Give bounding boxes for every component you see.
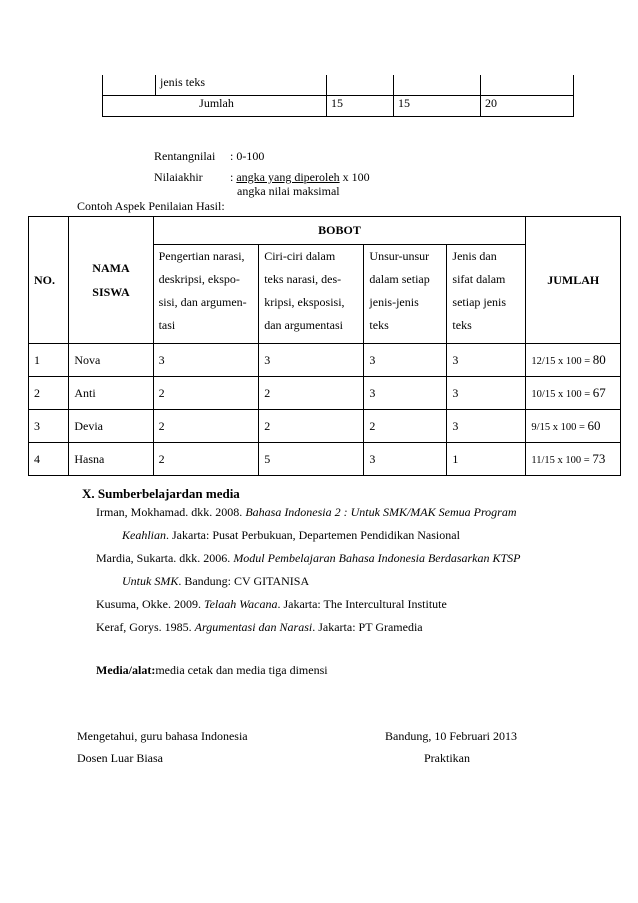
top-table: [102, 75, 574, 117]
nilaiakhir-denominator: angka nilai maksimal: [237, 184, 340, 198]
table-row: 2 Anti 2 2 3 3 10/15 x 100 = 67: [29, 377, 621, 410]
nilaiakhir-label: Nilaiakhir: [154, 170, 203, 184]
table-cell: jenis teks: [156, 75, 327, 96]
table-row: [103, 75, 574, 96]
table-cell: Jumlah: [103, 96, 327, 117]
jumlah-cell: 11/15 x 100 = 73: [526, 443, 621, 476]
header-bobot: BOBOT: [153, 217, 526, 245]
nilaiakhir-numerator: angka yang diperoleh: [236, 170, 340, 184]
table-row: 1 Nova 3 3 3 3 12/15 x 100 = 80: [29, 344, 621, 377]
signature-left-line2: Dosen Luar Biasa: [77, 751, 163, 765]
header-aspect-1: Pengertian narasi, deskripsi, ekspo- sisi, dan argumen- tasi: [153, 245, 259, 344]
rentang-value: : 0-100: [230, 149, 265, 163]
signature-left-line1: Mengetahui, guru bahasa Indonesia: [77, 729, 248, 743]
reference-item-cont: Untuk SMK. Bandung: CV GITANISA: [122, 574, 310, 588]
nilaiakhir-formula: : angka yang diperoleh x 100: [230, 170, 370, 184]
header-nama: NAMA SISWA: [69, 217, 153, 344]
header-jumlah: JUMLAH: [526, 217, 621, 344]
contoh-label: Contoh Aspek Penilaian Hasil:: [77, 199, 225, 213]
table-cell: 20: [481, 96, 574, 117]
header-no: NO.: [29, 217, 69, 344]
table-header-row: [29, 217, 621, 245]
table-cell: 15: [394, 96, 481, 117]
jumlah-cell: 9/15 x 100 = 60: [526, 410, 621, 443]
signature-right-line1: Bandung, 10 Februari 2013: [385, 729, 517, 743]
media-line: Media/alat:media cetak dan media tiga dimensi: [96, 663, 328, 677]
reference-item: Mardia, Sukarta. dkk. 2006. Modul Pembelajaran Bahasa Indonesia Berdasarkan KTSP: [96, 551, 521, 565]
rentang-label: Rentangnilai: [154, 149, 216, 163]
table-cell: 15: [327, 96, 394, 117]
reference-item: Kusuma, Okke. 2009. Telaah Wacana. Jakarta: The Intercultural Institute: [96, 597, 447, 611]
jumlah-cell: 10/15 x 100 = 67: [526, 377, 621, 410]
header-aspect-3: Unsur-unsur dalam setiap jenis-jenis teks: [364, 245, 447, 344]
section-title: X. Sumberbelajardan media: [82, 486, 240, 501]
jumlah-cell: 12/15 x 100 = 80: [526, 344, 621, 377]
reference-item: Irman, Mokhamad. dkk. 2008. Bahasa Indonesia 2 : Untuk SMK/MAK Semua Program: [96, 505, 517, 519]
table-row: 4 Hasna 2 5 3 1 11/15 x 100 = 73: [29, 443, 621, 476]
header-aspect-2: Ciri-ciri dalam teks narasi, des- kripsi, eksposisi, dan argumentasi: [259, 245, 364, 344]
signature-right-line2: Praktikan: [424, 751, 470, 765]
table-row: 3 Devia 2 2 2 3 9/15 x 100 = 60: [29, 410, 621, 443]
header-aspect-4: Jenis dan sifat dalam setiap jenis teks: [447, 245, 526, 344]
score-table: [28, 216, 621, 476]
reference-item: Keraf, Gorys. 1985. Argumentasi dan Narasi. Jakarta: PT Gramedia: [96, 620, 423, 634]
table-row: [103, 96, 574, 117]
reference-item-cont: Keahlian. Jakarta: Pusat Perbukuan, Departemen Pendidikan Nasional: [122, 528, 460, 542]
